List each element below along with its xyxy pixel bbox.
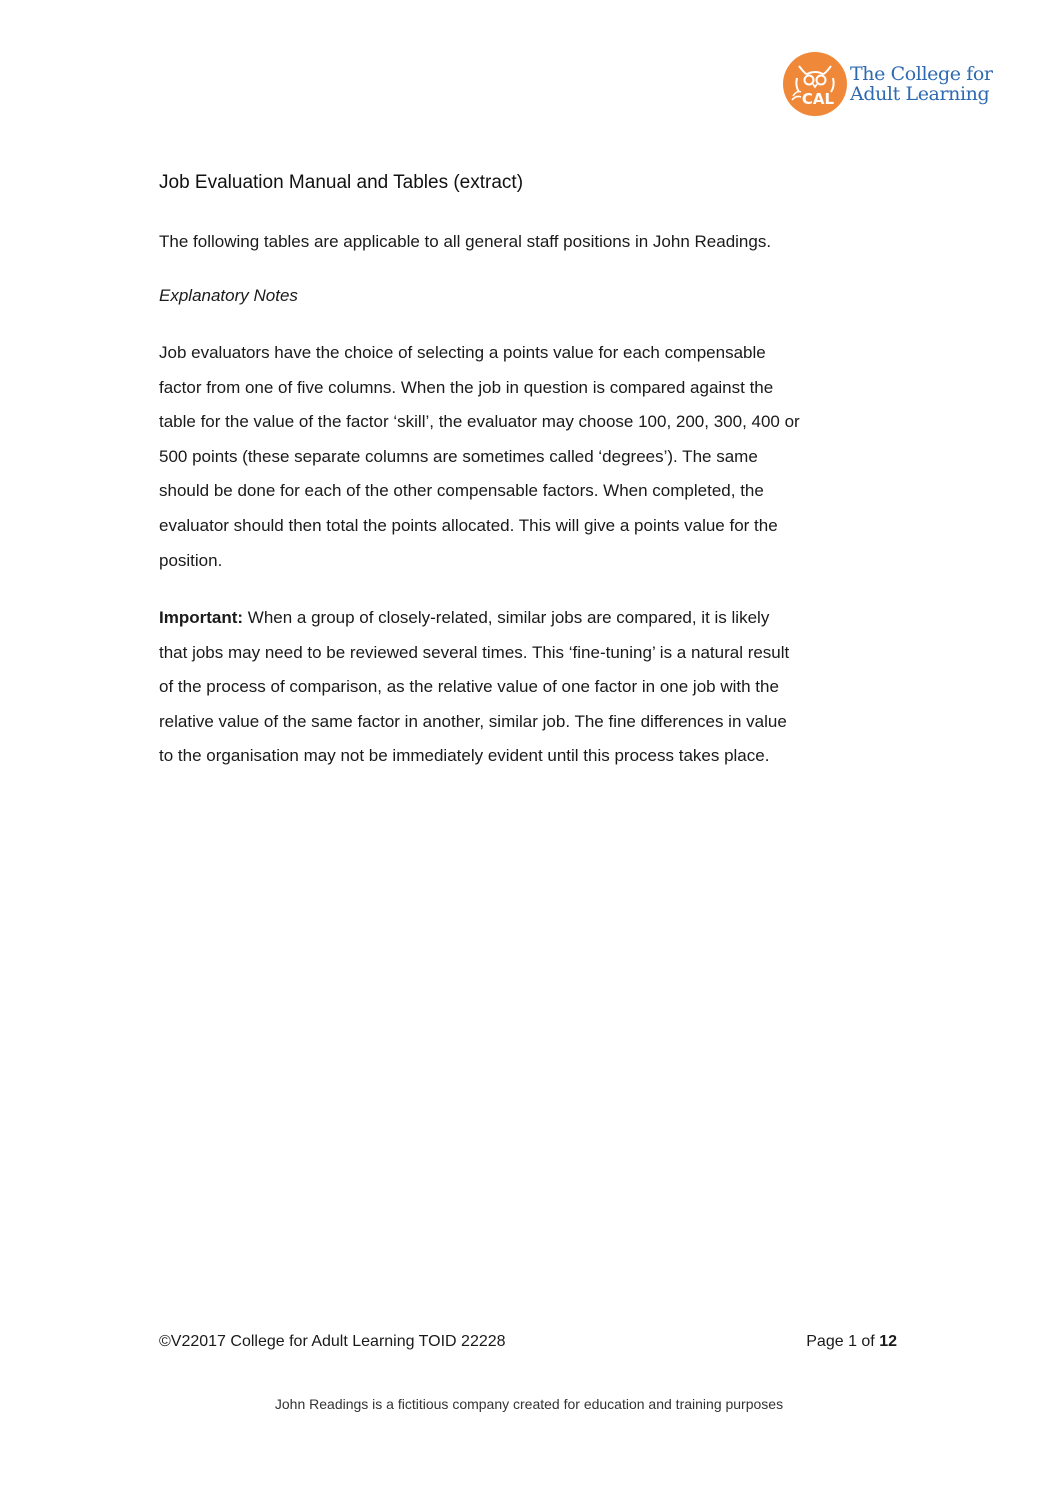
intro-text: The following tables are applicable to all general staff positions in John Readings. — [159, 232, 772, 251]
logo-line-1: The College for — [850, 63, 993, 85]
paragraph-line: position. — [159, 550, 223, 570]
paragraph-line-text: When a group of closely-related, similar jobs are compared, it is likely — [243, 608, 770, 627]
footer-copyright: ©V22017 College for Adult Learning TOID 22228 — [159, 1333, 506, 1350]
page-total: 12 — [879, 1333, 897, 1350]
college-logo — [783, 52, 993, 116]
important-label: Important: — [159, 608, 244, 627]
explanatory-paragraph — [159, 336, 899, 578]
paragraph-line: should be done for each of the other compensable factors. When completed, the — [159, 481, 764, 501]
section-heading: Explanatory Notes — [159, 286, 298, 305]
paragraph-line: factor from one of five columns. When the job in question is compared against the — [159, 377, 774, 397]
paragraph-line: evaluator should then total the points allocated. This will give a points value for the — [159, 515, 778, 535]
document-body — [159, 170, 899, 766]
paragraph-line: of the process of comparison, as the relative value of one factor in one job with the — [159, 677, 779, 697]
paragraph-line: that jobs may need to be reviewed several times. This ‘fine-tuning’ is a natural result — [159, 642, 790, 662]
paragraph-line — [159, 601, 899, 636]
document-title: Job Evaluation Manual and Tables (extract) — [159, 172, 524, 193]
logo-wordmark — [850, 64, 993, 104]
page-number — [806, 1333, 897, 1351]
paragraph-line: relative value of the same factor in another, similar job. The fine differences in value — [159, 711, 787, 731]
logo-mark-text: CAL — [801, 90, 835, 108]
page-number-prefix: Page 1 of — [806, 1333, 880, 1350]
paragraph-line: Job evaluators have the choice of selecting a points value for each compensable — [159, 343, 766, 362]
owl-logo-icon — [783, 52, 847, 116]
paragraph-line: 500 points (these separate columns are sometimes called ‘degrees’). The same — [159, 446, 758, 466]
footer-disclaimer: John Readings is a fictitious company created for education and training purposes — [274, 1396, 784, 1412]
logo-line-2: Adult Learning — [850, 83, 990, 105]
paragraph-line: table for the value of the factor ‘skill’, the evaluator may choose 100, 200, 300, 400 or — [159, 412, 800, 432]
important-paragraph — [159, 601, 899, 774]
paragraph-line: to the organisation may not be immediately evident until this process takes place. — [159, 746, 770, 766]
